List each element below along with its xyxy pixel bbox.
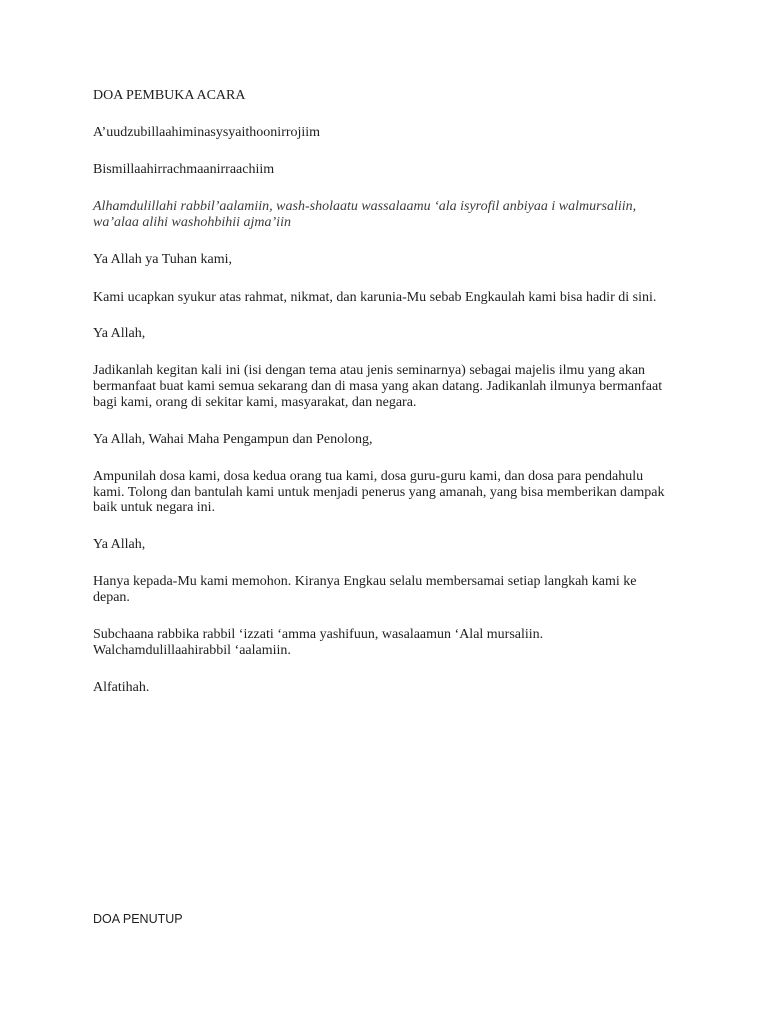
next-section-title: DOA PENUTUP [93, 912, 183, 926]
paragraph-ya-allah-1: Ya Allah, [93, 326, 146, 341]
paragraph-alfatihah: Alfatihah. [93, 680, 150, 695]
hamdalah-line-2: wa’alaa alihi washohbihii ajma’iin [93, 215, 291, 230]
paragraph-subchaana-line-1: Subchaana rabbika rabbil ‘izzati ‘amma yashifuun, wasalaamun ‘Alal mursaliin. [93, 627, 544, 642]
paragraph-ampunilah-line-1: Ampunilah dosa kami, dosa kedua orang tua kami, dosa guru-guru kami, dan dosa para pendahulu [93, 469, 644, 484]
paragraph-subchaana-line-2: Walchamdulillaahirabbil ‘aalamiin. [93, 643, 291, 658]
paragraph-majelis-line-1: Jadikanlah kegitan kali ini (isi dengan tema atau jenis seminarnya) sebagai majelis ilmu yang akan [93, 363, 646, 378]
paragraph-majelis-line-2: bermanfaat buat kami semua sekarang dan di masa yang akan datang. Jadikanlah ilmunya bermanfaat [93, 379, 663, 394]
paragraph-majelis-line-3: bagi kami, orang di sekitar kami, masyarakat, dan negara. [93, 395, 417, 410]
paragraph-memohon-line-2: depan. [93, 590, 130, 605]
basmalah-line: Bismillaahirrachmaanirraachiim [93, 162, 275, 177]
document-title: DOA PEMBUKA ACARA [93, 88, 246, 103]
hamdalah-line-1: Alhamdulillahi rabbil’aalamiin, wash-sholaatu wassalaamu ‘ala isyrofil anbiyaa i walmursaliin, [93, 199, 637, 214]
paragraph-ampunilah-line-2: kami. Tolong dan bantulah kami untuk menjadi penerus yang amanah, yang bisa memberikan dampak [93, 485, 665, 500]
paragraph-ya-allah-tuhan: Ya Allah ya Tuhan kami, [93, 252, 232, 267]
paragraph-memohon-line-1: Hanya kepada-Mu kami memohon. Kiranya Engkau selalu membersamai setiap langkah kami ke [93, 574, 637, 589]
taawudz-line: A’uudzubillaahiminasysyaithoonirrojiim [93, 125, 321, 140]
paragraph-pengampun: Ya Allah, Wahai Maha Pengampun dan Penolong, [93, 432, 373, 447]
paragraph-ampunilah-line-3: baik untuk negara ini. [93, 500, 216, 515]
paragraph-ya-allah-2: Ya Allah, [93, 537, 146, 552]
paragraph-syukur: Kami ucapkan syukur atas rahmat, nikmat, dan karunia-Mu sebab Engkaulah kami bisa hadir di sini. [93, 290, 657, 305]
